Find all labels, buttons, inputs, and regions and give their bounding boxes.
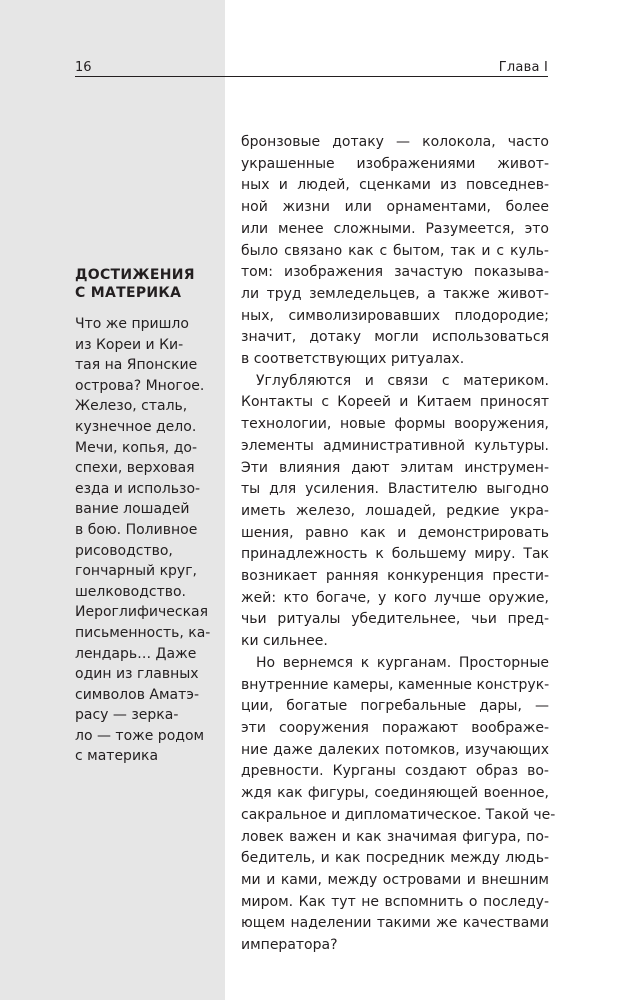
main-text (241, 132, 556, 957)
text-line: ние даже далеких потомков, изучающих (241, 741, 549, 758)
sidebar-title-line: ДОСТИЖЕНИЯ (75, 267, 195, 283)
text-line: ловек важен и как значимая фигура, по- (241, 828, 549, 845)
text-line: или менее сложными. Разумеется, это (241, 220, 549, 237)
sidebar-line: лендарь… Даже (75, 645, 197, 662)
sidebar-line: ло — тоже родом (75, 727, 205, 744)
text-line: сакральное и дипломатическое. Такой че- (241, 806, 556, 823)
text-line: чьи ритуалы убедительнее, чьи пред- (241, 611, 549, 628)
sidebar-line: шелководство. (75, 583, 187, 600)
text-line: ли труд земледельцев, а также живот- (241, 285, 549, 302)
text-line: принадлежность к большему миру. Так (241, 546, 549, 563)
text-line: внутренние камеры, каменные конструк- (241, 676, 550, 693)
text-line: элементы административной культуры. (241, 437, 549, 454)
sidebar-line: тая на Японские (75, 357, 198, 374)
text-line: императора? (241, 937, 338, 954)
text-line: бедитель, и как посредник между людь- (241, 850, 549, 867)
sidebar-line: расу — зерка- (75, 707, 179, 724)
text-line: шения, равно как и демонстрировать (241, 524, 549, 541)
text-line: технологии, новые формы вооружения, (241, 416, 549, 433)
text-line: возникает ранняя конкуренция прести- (241, 568, 549, 585)
text-line: Но вернемся к курганам. Просторные (256, 654, 549, 671)
paragraph (241, 653, 556, 957)
text-line: эти сооружения поражают воображе- (241, 719, 549, 736)
sidebar-line: Железо, сталь, (75, 398, 188, 415)
text-line: ной жизни или орнаментами, более (241, 199, 549, 216)
paragraph (241, 132, 549, 371)
text-line: жей: кто богаче, у кого лучше оружие, (241, 589, 549, 606)
sidebar-note (75, 266, 215, 767)
text-line: миром. Как тут не вспомнить о последу- (241, 893, 549, 910)
sidebar-line: кузнечное дело. (75, 418, 197, 435)
text-line: в соответствующих ритуалах. (241, 351, 465, 368)
text-line: иметь железо, лошадей, редкие укра- (241, 502, 549, 519)
sidebar-line: езда и использо- (75, 480, 201, 497)
sidebar-line: гончарный круг, (75, 563, 198, 580)
sidebar-line: с материка (75, 748, 159, 765)
text-line: Углубляются и связи с материком. (256, 372, 549, 389)
header-rule (75, 76, 548, 77)
text-line: бронзовые дотаку — колокола, часто (241, 134, 549, 150)
text-line: древности. Курганы создают образ во- (241, 763, 549, 780)
sidebar-line: острова? Многое. (75, 377, 205, 394)
text-line: ки сильнее. (241, 633, 328, 650)
sidebar-line: рисоводство, (75, 542, 173, 559)
sidebar-body (75, 314, 215, 767)
sidebar-line: Мечи, копья, до- (75, 439, 198, 456)
text-line: Контакты с Кореей и Китаем приносят (241, 394, 549, 411)
text-line: значит, дотаку могли использоваться (241, 329, 549, 346)
text-line: ющем наделении такими же качествами (241, 915, 549, 932)
text-line: было связано как с бытом, так и с куль- (241, 242, 549, 259)
text-line: ждя как фигуры, соединяющей военное, (241, 785, 549, 802)
text-line: ных, символизировавших плодородие; (241, 307, 549, 324)
text-line: ции, богатые погребальные дары, — (241, 698, 549, 715)
sidebar-line: символов Аматэ- (75, 686, 199, 703)
text-line: ми и ками, между островами и внешним (241, 871, 549, 888)
sidebar-line: из Кореи и Ки- (75, 336, 184, 353)
sidebar-line: в бою. Поливное (75, 521, 198, 538)
sidebar-line: вание лошадей (75, 501, 190, 518)
sidebar-line: Иероглифическая (75, 604, 209, 621)
text-line: Эти влияния дают элитам инструмен- (241, 459, 549, 476)
sidebar-title (75, 266, 215, 302)
running-head: Глава I (498, 60, 548, 75)
page-number: 16 (75, 60, 92, 75)
sidebar-title-line: С МАТЕРИКА (75, 285, 182, 301)
text-line: ты для усиления. Властителю выгодно (241, 481, 549, 498)
text-line: ных и людей, сценками из повседнев- (241, 177, 549, 194)
sidebar-line: один из главных (75, 666, 199, 683)
text-line: том: изображения зачастую показыва- (241, 264, 549, 281)
sidebar-line: спехи, верховая (75, 460, 195, 477)
sidebar-line: письменность, ка- (75, 624, 211, 641)
sidebar-line: Что же пришло (75, 316, 189, 332)
text-line: украшенные изображениями живот- (241, 155, 549, 172)
paragraph (241, 371, 549, 653)
